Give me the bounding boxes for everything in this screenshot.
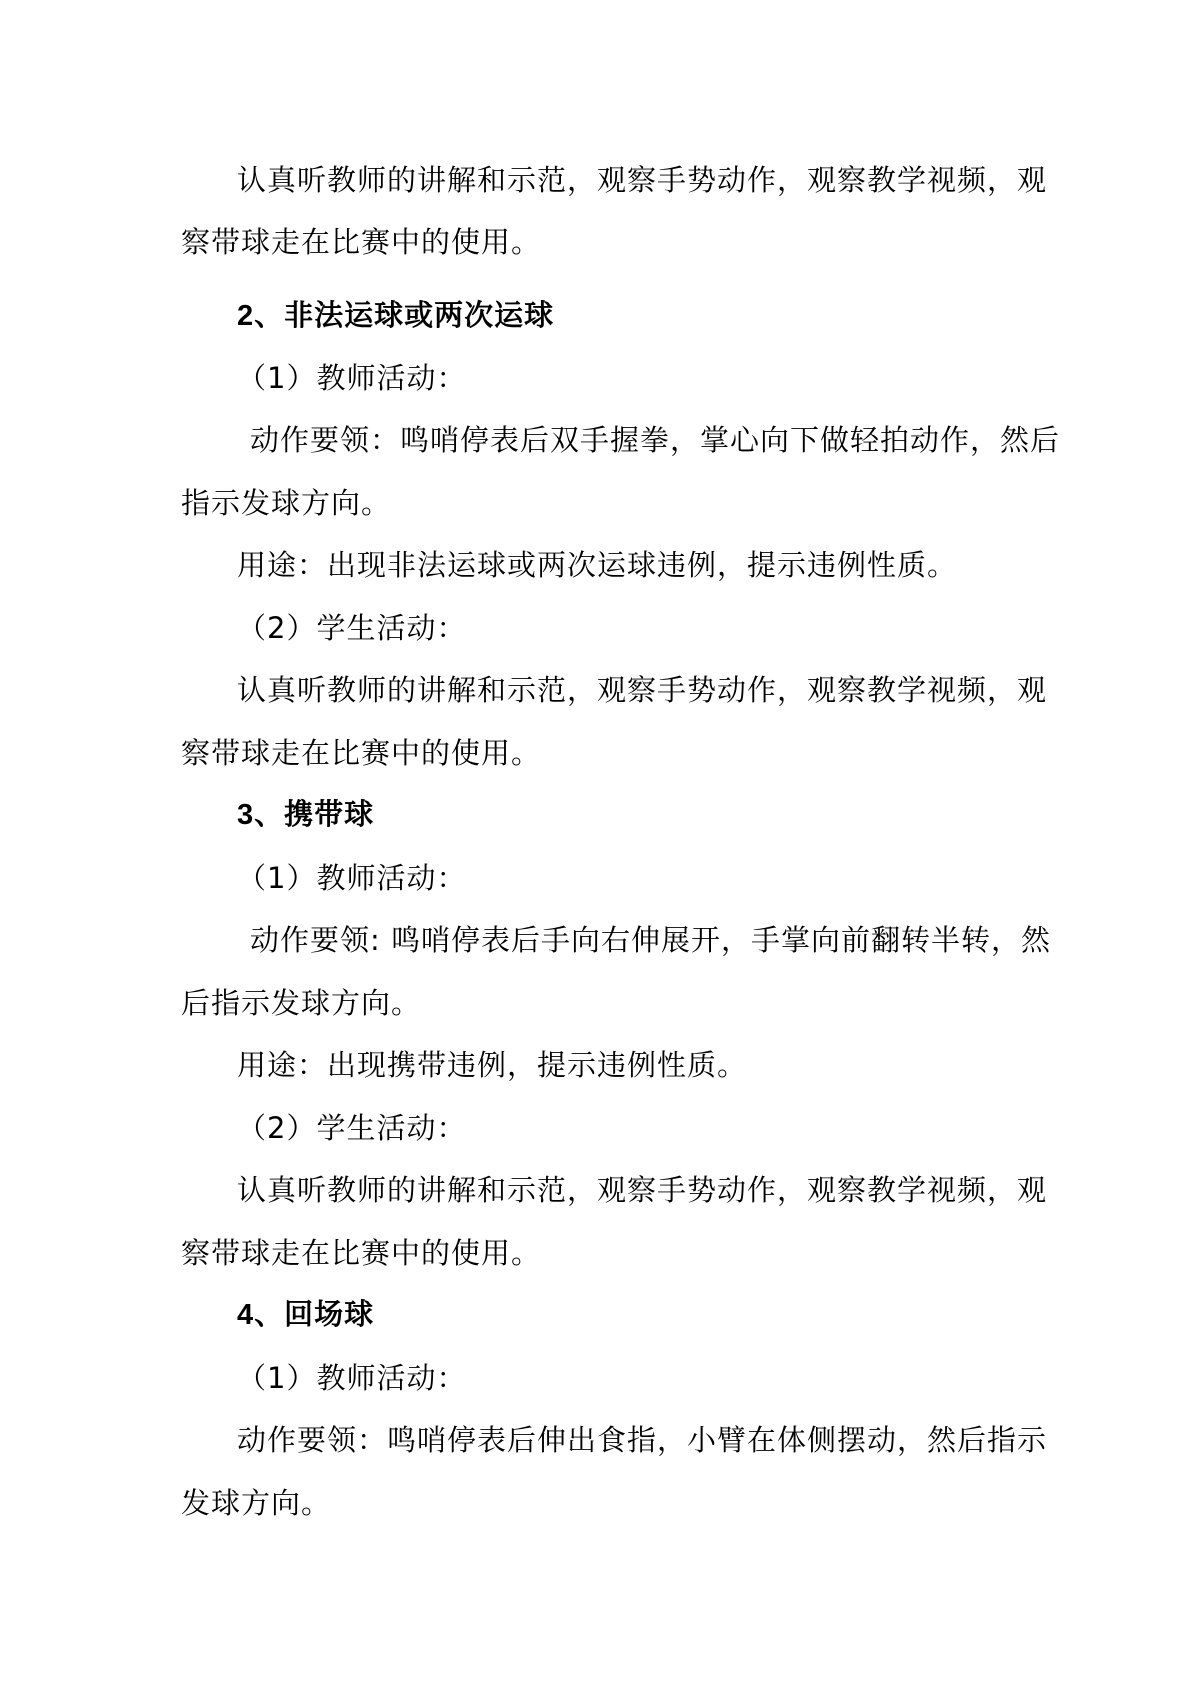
paragraph-line: 后指示发球方向。: [181, 986, 422, 1020]
paragraph-line: 认真听教师的讲解和示范，观察手势动作，观察教学视频，观: [237, 1173, 1048, 1207]
paragraph-line: 察带球走在比赛中的使用。: [181, 225, 542, 259]
paragraph-line: 察带球走在比赛中的使用。: [181, 1236, 542, 1270]
subsection-heading: （1）教师活动：: [237, 361, 467, 395]
subsection-heading: （1）教师活动：: [237, 861, 467, 895]
paragraph-line: 用途：出现非法运球或两次运球违例，提示违例性质。: [237, 548, 958, 582]
paragraph-line: 动作要领：鸣哨停表后双手握拳，掌心向下做轻拍动作，然后: [250, 423, 1061, 457]
paragraph-line: 用途：出现携带违例，提示违例性质。: [237, 1048, 748, 1082]
paragraph-line: 指示发球方向。: [181, 486, 392, 520]
section-heading: 2、非法运球或两次运球: [237, 300, 555, 332]
paragraph-line: 认真听教师的讲解和示范，观察手势动作，观察教学视频，观: [237, 673, 1048, 707]
paragraph-line: 发球方向。: [181, 1486, 332, 1520]
section-heading: 4、回场球: [237, 1299, 375, 1331]
paragraph-line: 察带球走在比赛中的使用。: [181, 736, 542, 770]
subsection-heading: （2）学生活动：: [237, 1111, 467, 1145]
subsection-heading: （1）教师活动：: [237, 1361, 467, 1395]
subsection-heading: （2）学生活动：: [237, 611, 467, 645]
paragraph-line: 动作要领: 鸣哨停表后手向右伸展开，手掌向前翻转半转，然: [250, 923, 1051, 957]
paragraph-line: 认真听教师的讲解和示范，观察手势动作，观察教学视频，观: [237, 163, 1048, 197]
paragraph-line: 动作要领：鸣哨停表后伸出食指，小臂在体侧摆动，然后指示: [237, 1423, 1048, 1457]
section-heading: 3、携带球: [237, 799, 375, 831]
